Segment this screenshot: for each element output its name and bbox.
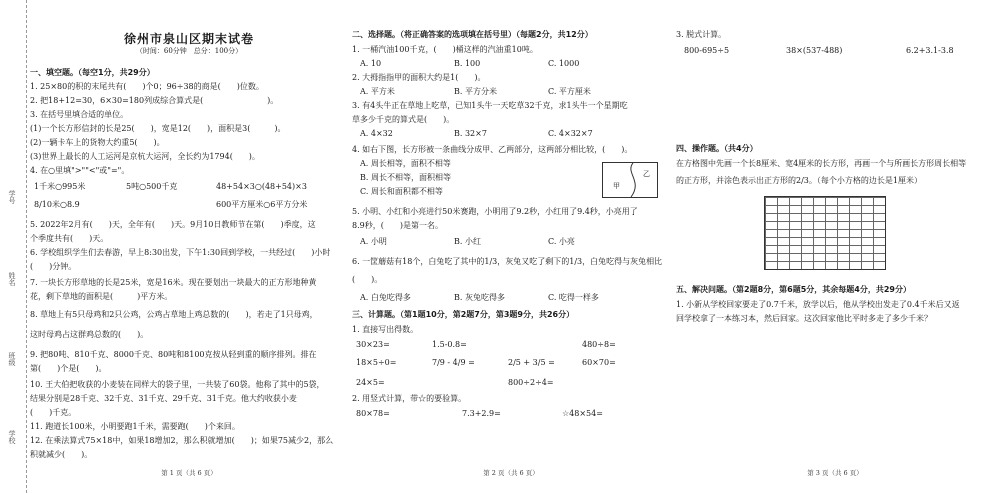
choice-3a: 3. 有4头牛正在草地上吃草，已知1头牛一天吃草32千克，求1头牛一个星期吃 <box>352 101 628 110</box>
calc-item: 480÷8= <box>582 340 616 349</box>
calc-1: 1. 直接写出得数。 <box>352 325 419 334</box>
square-grid[interactable] <box>764 196 886 270</box>
question-7b: 花，剩下草地的面积是( )平方米。 <box>30 292 173 301</box>
compare-item: 1千米○995米 <box>34 182 86 191</box>
option: B. 灰兔吃得多 <box>454 293 505 302</box>
choice-2: 2. 大拇指指甲的面积大约是1( )。 <box>352 73 486 82</box>
figure-label-jia: 甲 <box>613 182 620 190</box>
binding-margin <box>0 0 27 493</box>
option: C. 4×32×7 <box>548 129 593 138</box>
question-3c: (3)世界上最长的人工运河是京杭大运河，全长约为1794( )。 <box>30 152 260 161</box>
question-5b: 个季度共有( )天。 <box>30 234 109 243</box>
question-7a: 7. 一块长方形草地的长是25米，宽是16米。现在要划出一块最大的正方形地种黄 <box>30 278 317 287</box>
calc-item: 30×23= <box>356 340 390 349</box>
question-10c: ( )千克。 <box>30 408 77 417</box>
choice-6a: 6. 一筐蘑菇有18个，白兔吃了其中的1/3，灰兔又吃了剩下的1/3，白兔吃得与灰兔相比 <box>352 257 663 266</box>
calc-2: 2. 用竖式计算，带☆的要验算。 <box>352 394 467 403</box>
question-5a: 5. 2022年2月有( )天，全年有( )天。9月10日教师节在第( )季度，这 <box>30 220 316 229</box>
choice-5b: 8.9秒，( )是第一名。 <box>352 221 443 230</box>
question-4: 4. 在○里填">""<"或"="。 <box>30 166 130 175</box>
operation-line-2: 的正方形，并涂色表示出正方形的2/3。（每个小方格的边长是1厘米） <box>676 176 922 185</box>
option: C. 吃得一样多 <box>548 293 599 302</box>
question-9b: 第( )个是( )。 <box>30 364 107 373</box>
page-3 <box>676 0 994 493</box>
option: A. 4×32 <box>360 129 393 138</box>
option: A. 周长相等，面积不相等 <box>360 159 451 168</box>
calc-item: ☆48×54= <box>562 409 603 418</box>
question-2: 2. 把18+12=30，6×30=180列成综合算式是( )。 <box>30 96 279 105</box>
calc-item: 2/5 + 3/5 = <box>508 358 555 367</box>
class-label: 班级 <box>8 352 16 366</box>
option: B. 100 <box>454 59 481 68</box>
question-1: 1. 25×80的积的末尾共有( )个0；96÷38的商是( )位数。 <box>30 82 264 91</box>
name-label: 姓名 <box>8 272 16 286</box>
section-fill-blanks: 一、填空题。（每空1分，共29分） <box>30 68 155 77</box>
option: B. 32×7 <box>454 129 487 138</box>
school-label: 学校 <box>8 430 16 444</box>
exam-subtitle: （时间：60分钟 总分：100分） <box>135 47 243 55</box>
question-11: 11. 跑道长100米，小明要跑1千米，需要跑( )个来回。 <box>30 422 240 431</box>
option: A. 小明 <box>360 237 387 246</box>
question-8b: 这时母鸡占这群鸡总数的( )。 <box>30 330 149 339</box>
question-8a: 8. 草地上有5只母鸡和2只公鸡，公鸡占草地上鸡总数的( )，若走了1只母鸡， <box>30 310 318 319</box>
student-id-label: 学号 <box>8 190 16 204</box>
page-footer: 第 1 页（共 6 页） <box>161 469 217 477</box>
choice-4: 4. 如右下图，长方形被一条曲线分成甲、乙两部分，这两部分相比较，( )。 <box>352 145 633 154</box>
section-choice: 二、选择题。（将正确答案的选项填在括号里）（每题2分，共12分） <box>352 30 593 39</box>
option: C. 1000 <box>548 59 580 68</box>
rectangle-figure <box>602 162 658 198</box>
exam-title: 徐州市泉山区期末试卷 <box>123 32 254 46</box>
calc-item: 800÷2÷4= <box>508 378 554 387</box>
question-3: 3. 在括号里填合适的单位。 <box>30 110 129 119</box>
calc-item: 7/9 - 4/9 = <box>432 358 475 367</box>
solve-1a: 1. 小新从学校回家要走了0.7千米，放学以后，他从学校出发走了0.4千米后又返 <box>676 300 960 309</box>
figure-label-yi: 乙 <box>643 170 650 178</box>
page-footer: 第 2 页（共 6 页） <box>483 469 539 477</box>
section-calculation: 三、计算题。（第1题10分，第2题7分，第3题9分，共26分） <box>352 310 575 319</box>
solve-1b: 回学校拿了一本练习本，然后回家。这次回家他比平时多走了多少千米？ <box>676 314 932 323</box>
calc-item: 24×5= <box>356 378 385 387</box>
calc-3: 3. 脱式计算。 <box>676 30 727 39</box>
choice-3b: 草多少千克的算式是( )。 <box>352 115 455 124</box>
option: C. 小亮 <box>548 237 575 246</box>
page-1 <box>30 0 348 493</box>
compare-item: 5吨○500千克 <box>126 182 178 191</box>
compare-item: 600平方厘米○6平方分米 <box>216 200 308 209</box>
option: C. 平方厘米 <box>548 87 591 96</box>
calc-item: 18×5÷0= <box>356 358 397 367</box>
question-10a: 10. 王大伯把收获的小麦装在同样大的袋子里，一共装了60袋。他称了其中的5袋， <box>30 380 325 389</box>
option: B. 周长不相等，面积相等 <box>360 173 451 182</box>
option: C. 周长和面积都不相等 <box>360 187 443 196</box>
option: B. 小红 <box>454 237 481 246</box>
choice-6b: ( )。 <box>352 275 383 284</box>
question-6b: ( )分钟。 <box>30 262 77 271</box>
option: B. 平方分米 <box>454 87 497 96</box>
page-2 <box>352 0 670 493</box>
option: A. 10 <box>360 59 382 68</box>
calc-item: 7.3+2.9= <box>462 409 501 418</box>
calc-item: 6.2+3.1-3.8 <box>906 46 954 55</box>
question-3a: (1)一个长方形信封的长是25( )，宽是12( )，面积是3( )。 <box>30 124 286 133</box>
question-12b: 积就减少( )。 <box>30 450 93 459</box>
question-6a: 6. 学校组织学生们去春游，早上8:30出发，下午1:30回到学校，一共经过( )小时 <box>30 248 331 257</box>
operation-line-1: 在方格图中先画一个长8厘米、宽4厘米的长方形，再画一个与所画长方形周长相等 <box>676 159 967 168</box>
choice-1: 1. 一桶汽油100千克，( )桶这样的汽油重10吨。 <box>352 45 538 54</box>
question-9a: 9. 把80吨、810千克、8000千克、80吨和8100克按从轻到重的顺序排列。排在 <box>30 350 317 359</box>
calc-item: 38×(537-488) <box>786 46 843 55</box>
option: A. 白兔吃得多 <box>360 293 411 302</box>
section-operation: 四、操作题。（共4分） <box>676 144 758 153</box>
compare-item: 8/10米○8.9 <box>34 200 80 209</box>
question-3b: (2)一辆卡车上的货物大约重5( )。 <box>30 138 165 147</box>
compare-item: 48+54×3○(48+54)×3 <box>216 182 307 191</box>
choice-5a: 5. 小明、小红和小亮进行50米赛跑，小明用了9.2秒，小红用了9.4秒，小亮用了 <box>352 207 638 216</box>
page-footer: 第 3 页（共 6 页） <box>807 469 863 477</box>
calc-item: 800-695÷5 <box>684 46 730 55</box>
question-10b: 结果分别是28千克、32千克、31千克、29千克、31千克。他大约收获小麦 <box>30 394 297 403</box>
section-solve: 五、解决问题。（第2题8分，第6题5分，其余每题4分，共29分） <box>676 285 911 294</box>
question-12a: 12. 在乘法算式75×18中，如果18增加2，那么积就增加( )；如果75减少2，那么 <box>30 436 334 445</box>
option: A. 平方米 <box>360 87 395 96</box>
calc-item: 1.5-0.8= <box>432 340 467 349</box>
calc-item: 80×78= <box>356 409 390 418</box>
calc-item: 60×70= <box>582 358 616 367</box>
